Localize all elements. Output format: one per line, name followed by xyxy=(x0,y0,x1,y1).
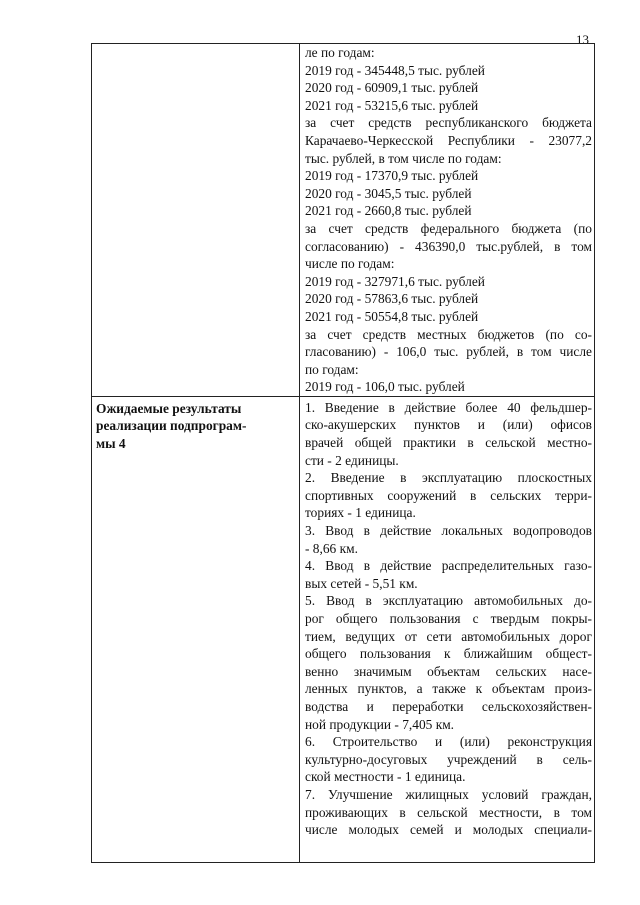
expected-results-text-cell xyxy=(300,396,595,862)
text-line: гласованию) - 106,0 тыс. рублей, в том числе xyxy=(305,344,592,360)
subprogram-passport-table xyxy=(91,43,595,863)
text-line: 6. Строительство и (или) реконструкция xyxy=(305,734,592,750)
text-line: за счет средств республиканского бюджета xyxy=(305,115,592,131)
table-row xyxy=(92,44,595,397)
empty-label-cell xyxy=(92,44,300,397)
text-line: врачей общей практики в сельской местно- xyxy=(305,435,592,451)
text-line: по годам: xyxy=(305,361,359,377)
text-line: 2019 год - 327971,6 тыс. рублей xyxy=(305,273,485,289)
text-line: рог общего пользования с твердым покры- xyxy=(305,611,592,626)
text-line: ско-акушерских пунктов и (или) офисов xyxy=(305,417,592,433)
text-line: 2021 год - 2660,8 тыс. рублей xyxy=(305,203,472,219)
text-line: ской местности - 1 единица. xyxy=(305,769,466,785)
text-line: 2019 год - 17370,9 тыс. рублей xyxy=(305,168,479,184)
text-line: вых сетей - 5,51 км. xyxy=(305,575,418,591)
text-line: за счет средств федерального бюджета (по xyxy=(305,220,592,236)
text-line: ной продукции - 7,405 км. xyxy=(305,716,455,732)
text-line: 2021 год - 53215,6 тыс. рублей xyxy=(305,97,479,113)
text-line: венно значимым объектам сельских насе- xyxy=(305,663,592,679)
text-line: 2021 год - 50554,8 тыс. рублей xyxy=(305,308,479,324)
text-line: ле по годам: xyxy=(305,45,375,60)
financing-text-cell xyxy=(300,44,595,397)
text-line: 1. Введение в действие более 40 фельдшер- xyxy=(305,399,592,415)
text-line: сти - 2 единицы. xyxy=(305,452,399,468)
expected-results-text-block xyxy=(305,399,592,839)
text-line: общего пользования к ближайшим общест- xyxy=(305,646,592,662)
text-line: числе по годам: xyxy=(305,256,395,272)
text-line: 5. Ввод в эксплуатацию автомобильных до- xyxy=(305,593,592,609)
table-row xyxy=(92,396,595,862)
text-line: Карачаево-Черкесской Республики - 23077,2 xyxy=(305,132,592,148)
expected-results-label-line: мы 4 xyxy=(96,436,126,452)
text-line: проживающих в сельской местности, в том xyxy=(305,804,592,820)
text-line: 2019 год - 345448,5 тыс. рублей xyxy=(305,62,485,78)
text-line: 7. Улучшение жилищных условий граждан, xyxy=(305,786,592,802)
text-line: - 8,66 км. xyxy=(305,540,358,556)
text-line: тыс. рублей, в том числе по годам: xyxy=(305,150,502,166)
text-line: тием, ведущих от сети автомобильных дорог xyxy=(305,628,592,644)
text-line: спортивных сооружений в сельских терри- xyxy=(305,487,592,503)
text-line: 2020 год - 57863,6 тыс. рублей xyxy=(305,291,479,307)
text-line: 2020 год - 3045,5 тыс. рублей xyxy=(305,185,472,201)
financing-text-block xyxy=(305,44,592,396)
text-line: ториях - 1 единица. xyxy=(305,505,416,521)
text-line: согласованию) - 436390,0 тыс.рублей, в том xyxy=(305,238,592,254)
expected-results-label-cell xyxy=(92,396,300,862)
expected-results-label-line: реализации подпрограм- xyxy=(96,418,247,434)
text-line: за счет средств местных бюджетов (по со- xyxy=(305,326,592,342)
text-line: ленных пунктов, а также к объектам произ- xyxy=(305,681,592,697)
text-line: культурно-досуговых учреждений в сель- xyxy=(305,751,592,767)
text-line: 3. Ввод в действие локальных водопроводов xyxy=(305,523,592,539)
text-line: числе молодых семей и молодых специали- xyxy=(305,822,592,838)
text-line: 2020 год - 60909,1 тыс. рублей xyxy=(305,80,479,96)
text-line: 2019 год - 106,0 тыс. рублей xyxy=(305,379,465,395)
expected-results-label-line: Ожидаемые результаты xyxy=(96,400,242,416)
text-line: 4. Ввод в действие распределительных газо- xyxy=(305,558,592,574)
text-line: 2. Введение в эксплуатацию плоскостных xyxy=(305,470,592,486)
text-line: водства и переработки сельскохозяйствен- xyxy=(305,698,592,714)
page-number: 13 xyxy=(576,32,589,47)
